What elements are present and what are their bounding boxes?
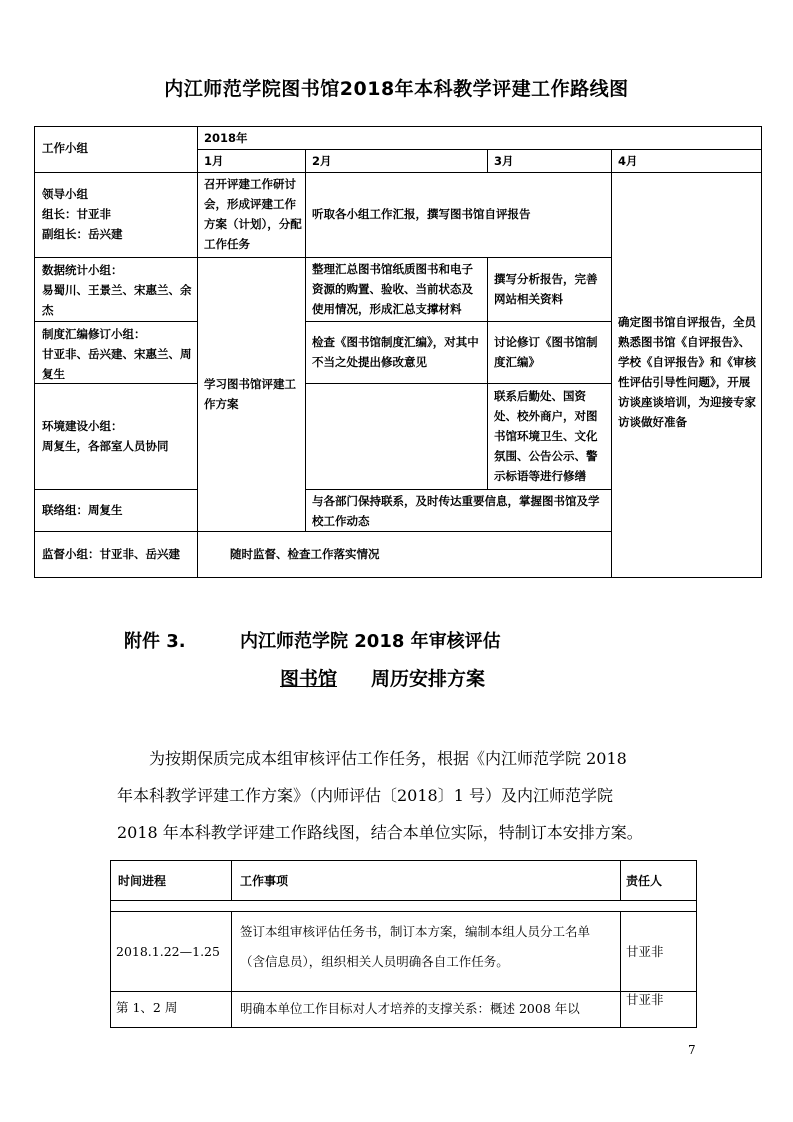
- row-border: [305, 383, 488, 490]
- apr-merged: 确定图书馆自评报告，全员熟悉图书馆《自评报告》、学校《自评报告》和《审核性评估引导性问题》，开展访谈座谈培训，为迎接专家访谈做好准备: [618, 315, 756, 429]
- row2-time: 第 1、2 周: [116, 1000, 178, 1015]
- group-regulations: 制度汇编修订小组： 甘亚非、岳兴建、宋惠兰、周复生: [42, 327, 192, 381]
- attachment-subtitle: [246, 664, 485, 691]
- attachment-title: 内江师范学院 2018 年审核评估: [240, 631, 501, 652]
- regulations-feb: 检查《图书馆制度汇编》，对其中不当之处提出修改意见: [312, 335, 479, 369]
- attachment-label: 附件 3.: [124, 631, 186, 652]
- header-month-4: 4月: [618, 154, 638, 168]
- page-number: 7: [688, 1043, 696, 1057]
- data-stats-feb: 整理汇总图书馆纸质图书和电子资源的购置、验收、当前状态及使用情况，形成汇总支撑材料: [312, 262, 473, 316]
- header-feb-cell: [305, 149, 488, 173]
- row1-owner: 甘亚非: [626, 944, 664, 959]
- data-stats-mar: 撰写分析报告，完善网站相关资料: [494, 272, 598, 306]
- leadership-feb-mar: 听取各小组工作汇报，撰写图书馆自评报告: [312, 207, 531, 221]
- regulations-mar: 讨论修订《图书馆制度汇编》: [494, 335, 598, 369]
- group-leadership: 领导小组 组长：甘亚非 副组长：岳兴建: [42, 187, 123, 241]
- page-title: 内江师范学院图书馆2018年本科教学评建工作路线图: [164, 78, 629, 100]
- group-liaison: 联络组：周复生: [42, 503, 123, 517]
- header-task: 工作事项: [240, 874, 289, 888]
- header-time: 时间进程: [118, 874, 167, 888]
- group-environment: 环境建设小组： 周复生，各部室人员协同: [42, 419, 169, 453]
- subtitle-text: 周历安排方案: [371, 668, 486, 690]
- liaison-feb-mar: 与各部门保持联系，及时传达重要信息，掌握图书馆及学校工作动态: [312, 494, 600, 528]
- row2-owner: 甘亚非: [626, 992, 664, 1007]
- jan-merged: 学习图书馆评建工作方案: [204, 377, 296, 411]
- leadership-jan: 召开评建工作研讨会，形成评建工作方案（计划），分配工作任务: [204, 177, 302, 251]
- row1-task: 签订本组审核评估任务书，制订本方案，编制本组人员分工名单（含信息员），组织相关人员明确各自工作任务。: [240, 924, 591, 969]
- paragraph-line: 2018 年本科教学评建工作路线图，结合本单位实际，特制订本安排方案。: [117, 823, 643, 842]
- header-group: 工作小组: [42, 141, 88, 155]
- row1-time: 2018.1.22—1.25: [116, 944, 220, 959]
- paragraph-line: 为按期保质完成本组审核评估工作任务，根据《内江师范学院 2018: [149, 749, 627, 768]
- roadmap-table: [34, 126, 762, 578]
- group-supervision: 监督小组：甘亚非、岳兴建: [42, 547, 180, 561]
- header-year: 2018年: [204, 131, 248, 145]
- header-owner: 责任人: [626, 874, 663, 888]
- header-month-1: 1月: [204, 154, 224, 168]
- intro-paragraph: [117, 740, 697, 851]
- row2-task: 明确本单位工作目标对人才培养的支撑关系：概述 2008 年以: [240, 1001, 580, 1016]
- schedule-table: [110, 860, 697, 1028]
- header-month-3: 3月: [494, 154, 514, 168]
- supervision-jan-mar: 随时监督、检查工作落实情况: [230, 547, 380, 561]
- header-month-2: 2月: [312, 154, 332, 168]
- header-year-cell: [197, 126, 762, 150]
- header-cell: [231, 860, 621, 901]
- paragraph-line: 年本科教学评建工作方案》（内师评估〔2018〕1 号）及内江师范学院: [117, 786, 613, 805]
- unit-name: 图书馆: [280, 668, 338, 690]
- group-data-stats: 数据统计小组： 易蜀川、王景兰、宋惠兰、余杰: [42, 263, 192, 317]
- environment-mar: 联系后勤处、国资处、校外商户，对图书馆环境卫生、文化氛围、公告公示、警示标语等进行修缮: [494, 389, 598, 483]
